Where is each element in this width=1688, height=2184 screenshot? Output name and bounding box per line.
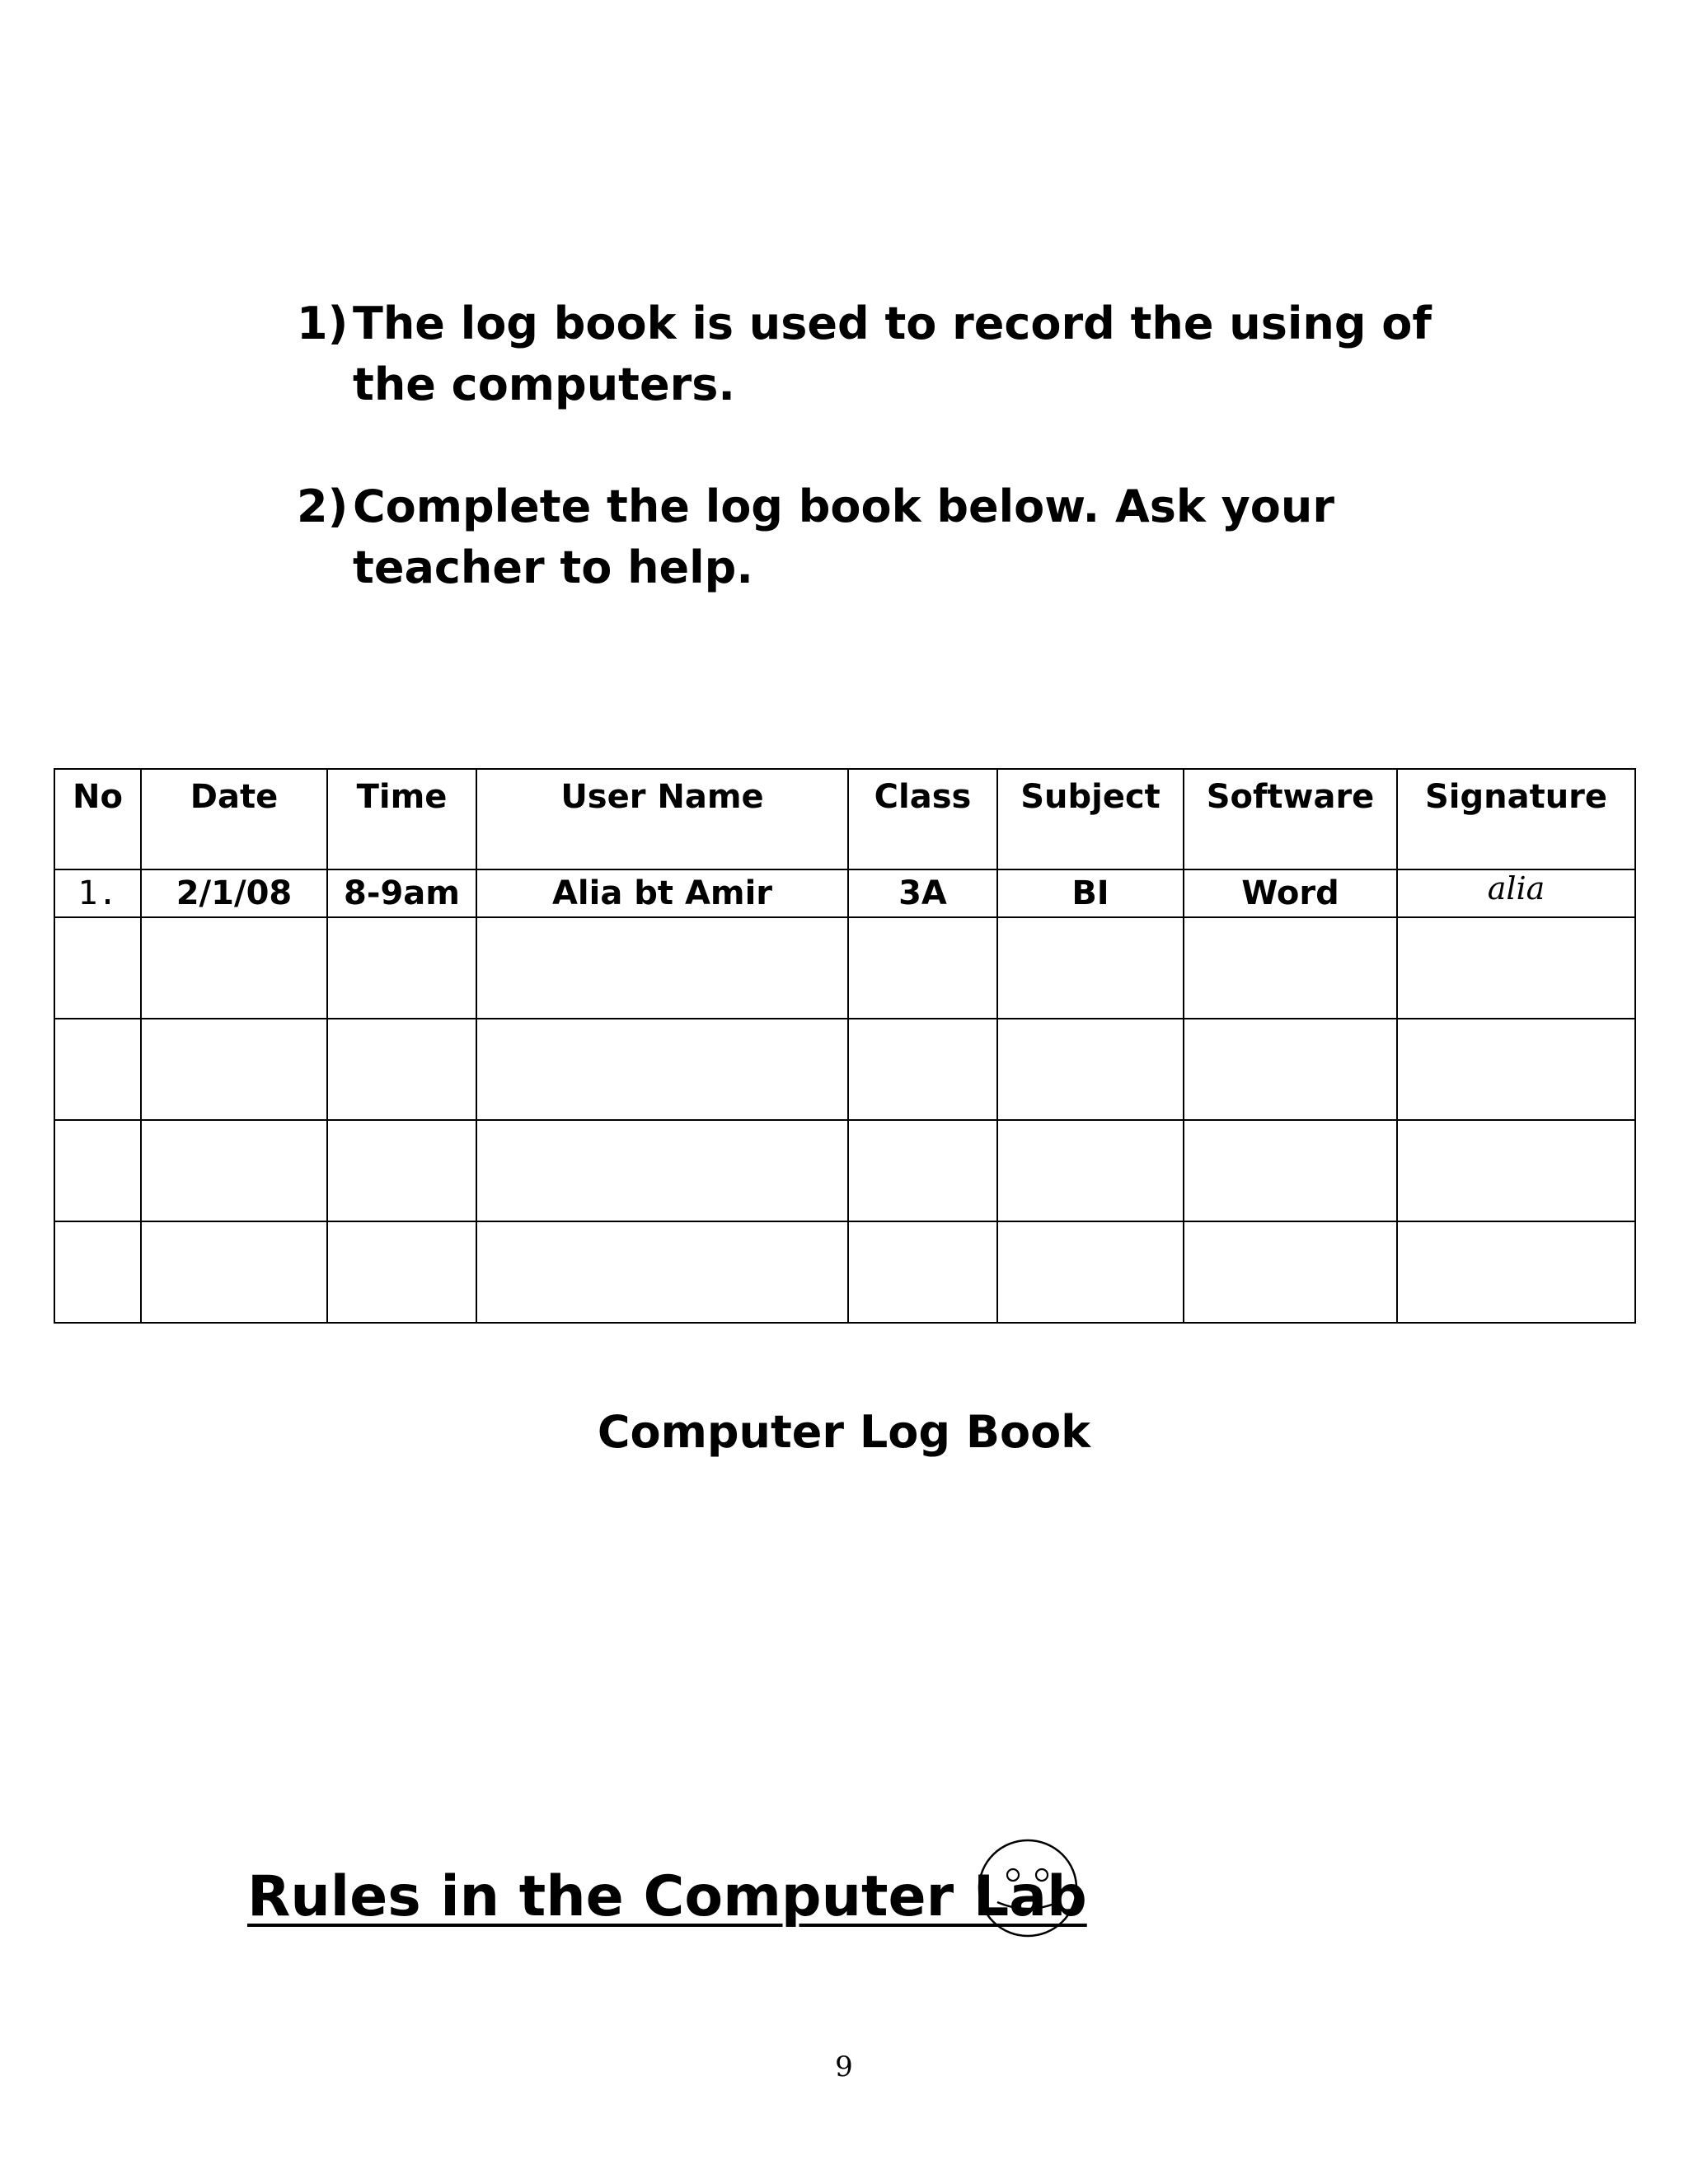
empty-cell: [476, 1120, 848, 1221]
header-date: Date: [141, 769, 327, 869]
cell-subject: BI: [997, 869, 1184, 917]
empty-cell: [54, 1221, 141, 1323]
table-row: [54, 1019, 1635, 1120]
empty-cell: [327, 1019, 476, 1120]
empty-cell: [54, 1120, 141, 1221]
cell-no: 1.: [54, 869, 141, 917]
empty-cell: [1397, 1221, 1635, 1323]
empty-cell: [1397, 917, 1635, 1019]
table-header-row: [54, 769, 1635, 869]
header-signature: Signature: [1397, 769, 1635, 869]
cell-signature: alia: [1397, 869, 1635, 917]
empty-cell: [997, 1120, 1184, 1221]
empty-cell: [54, 917, 141, 1019]
empty-cell: [327, 917, 476, 1019]
empty-cell: [997, 917, 1184, 1019]
instruction-item-2: [297, 476, 1451, 598]
empty-cell: [848, 1221, 997, 1323]
log-book-table: [54, 768, 1636, 1324]
empty-cell: [1184, 1221, 1397, 1323]
empty-cell: [327, 1221, 476, 1323]
header-user-name: User Name: [476, 769, 848, 869]
instruction-text: Complete the log book below. Ask your teacher to help.: [353, 480, 1334, 593]
empty-cell: [848, 917, 997, 1019]
table-caption: Computer Log Book: [597, 1406, 1091, 1458]
rules-heading: Rules in the Computer Lab: [247, 1864, 1087, 1929]
table-row: [54, 869, 1635, 917]
instructions-list: [297, 293, 1451, 598]
instruction-item-1: [297, 293, 1451, 415]
cell-user-name: Alia bt Amir: [476, 869, 848, 917]
instruction-number: 2): [297, 480, 349, 532]
empty-cell: [54, 1019, 141, 1120]
empty-cell: [476, 1221, 848, 1323]
table-row: [54, 1221, 1635, 1323]
empty-cell: [997, 1221, 1184, 1323]
empty-cell: [1184, 1019, 1397, 1120]
empty-cell: [997, 1019, 1184, 1120]
empty-cell: [1397, 1120, 1635, 1221]
empty-cell: [1184, 917, 1397, 1019]
smiley-icon: [973, 1831, 1083, 1942]
cell-software: Word: [1184, 869, 1397, 917]
cell-class: 3A: [848, 869, 997, 917]
instruction-number: 1): [297, 298, 349, 349]
empty-cell: [327, 1120, 476, 1221]
table-row: [54, 917, 1635, 1019]
header-software: Software: [1184, 769, 1397, 869]
page-number: 9: [835, 2050, 853, 2083]
empty-cell: [1184, 1120, 1397, 1221]
instruction-text: The log book is used to record the using of the computers.: [353, 298, 1432, 410]
empty-cell: [141, 1221, 327, 1323]
empty-cell: [476, 1019, 848, 1120]
header-class: Class: [848, 769, 997, 869]
empty-cell: [141, 917, 327, 1019]
empty-cell: [848, 1019, 997, 1120]
empty-cell: [141, 1019, 327, 1120]
empty-cell: [1397, 1019, 1635, 1120]
empty-cell: [848, 1120, 997, 1221]
header-no: No: [54, 769, 141, 869]
table-row: [54, 1120, 1635, 1221]
cell-time: 8-9am: [327, 869, 476, 917]
empty-cell: [476, 917, 848, 1019]
cell-date: 2/1/08: [141, 869, 327, 917]
empty-cell: [141, 1120, 327, 1221]
header-time: Time: [327, 769, 476, 869]
header-subject: Subject: [997, 769, 1184, 869]
